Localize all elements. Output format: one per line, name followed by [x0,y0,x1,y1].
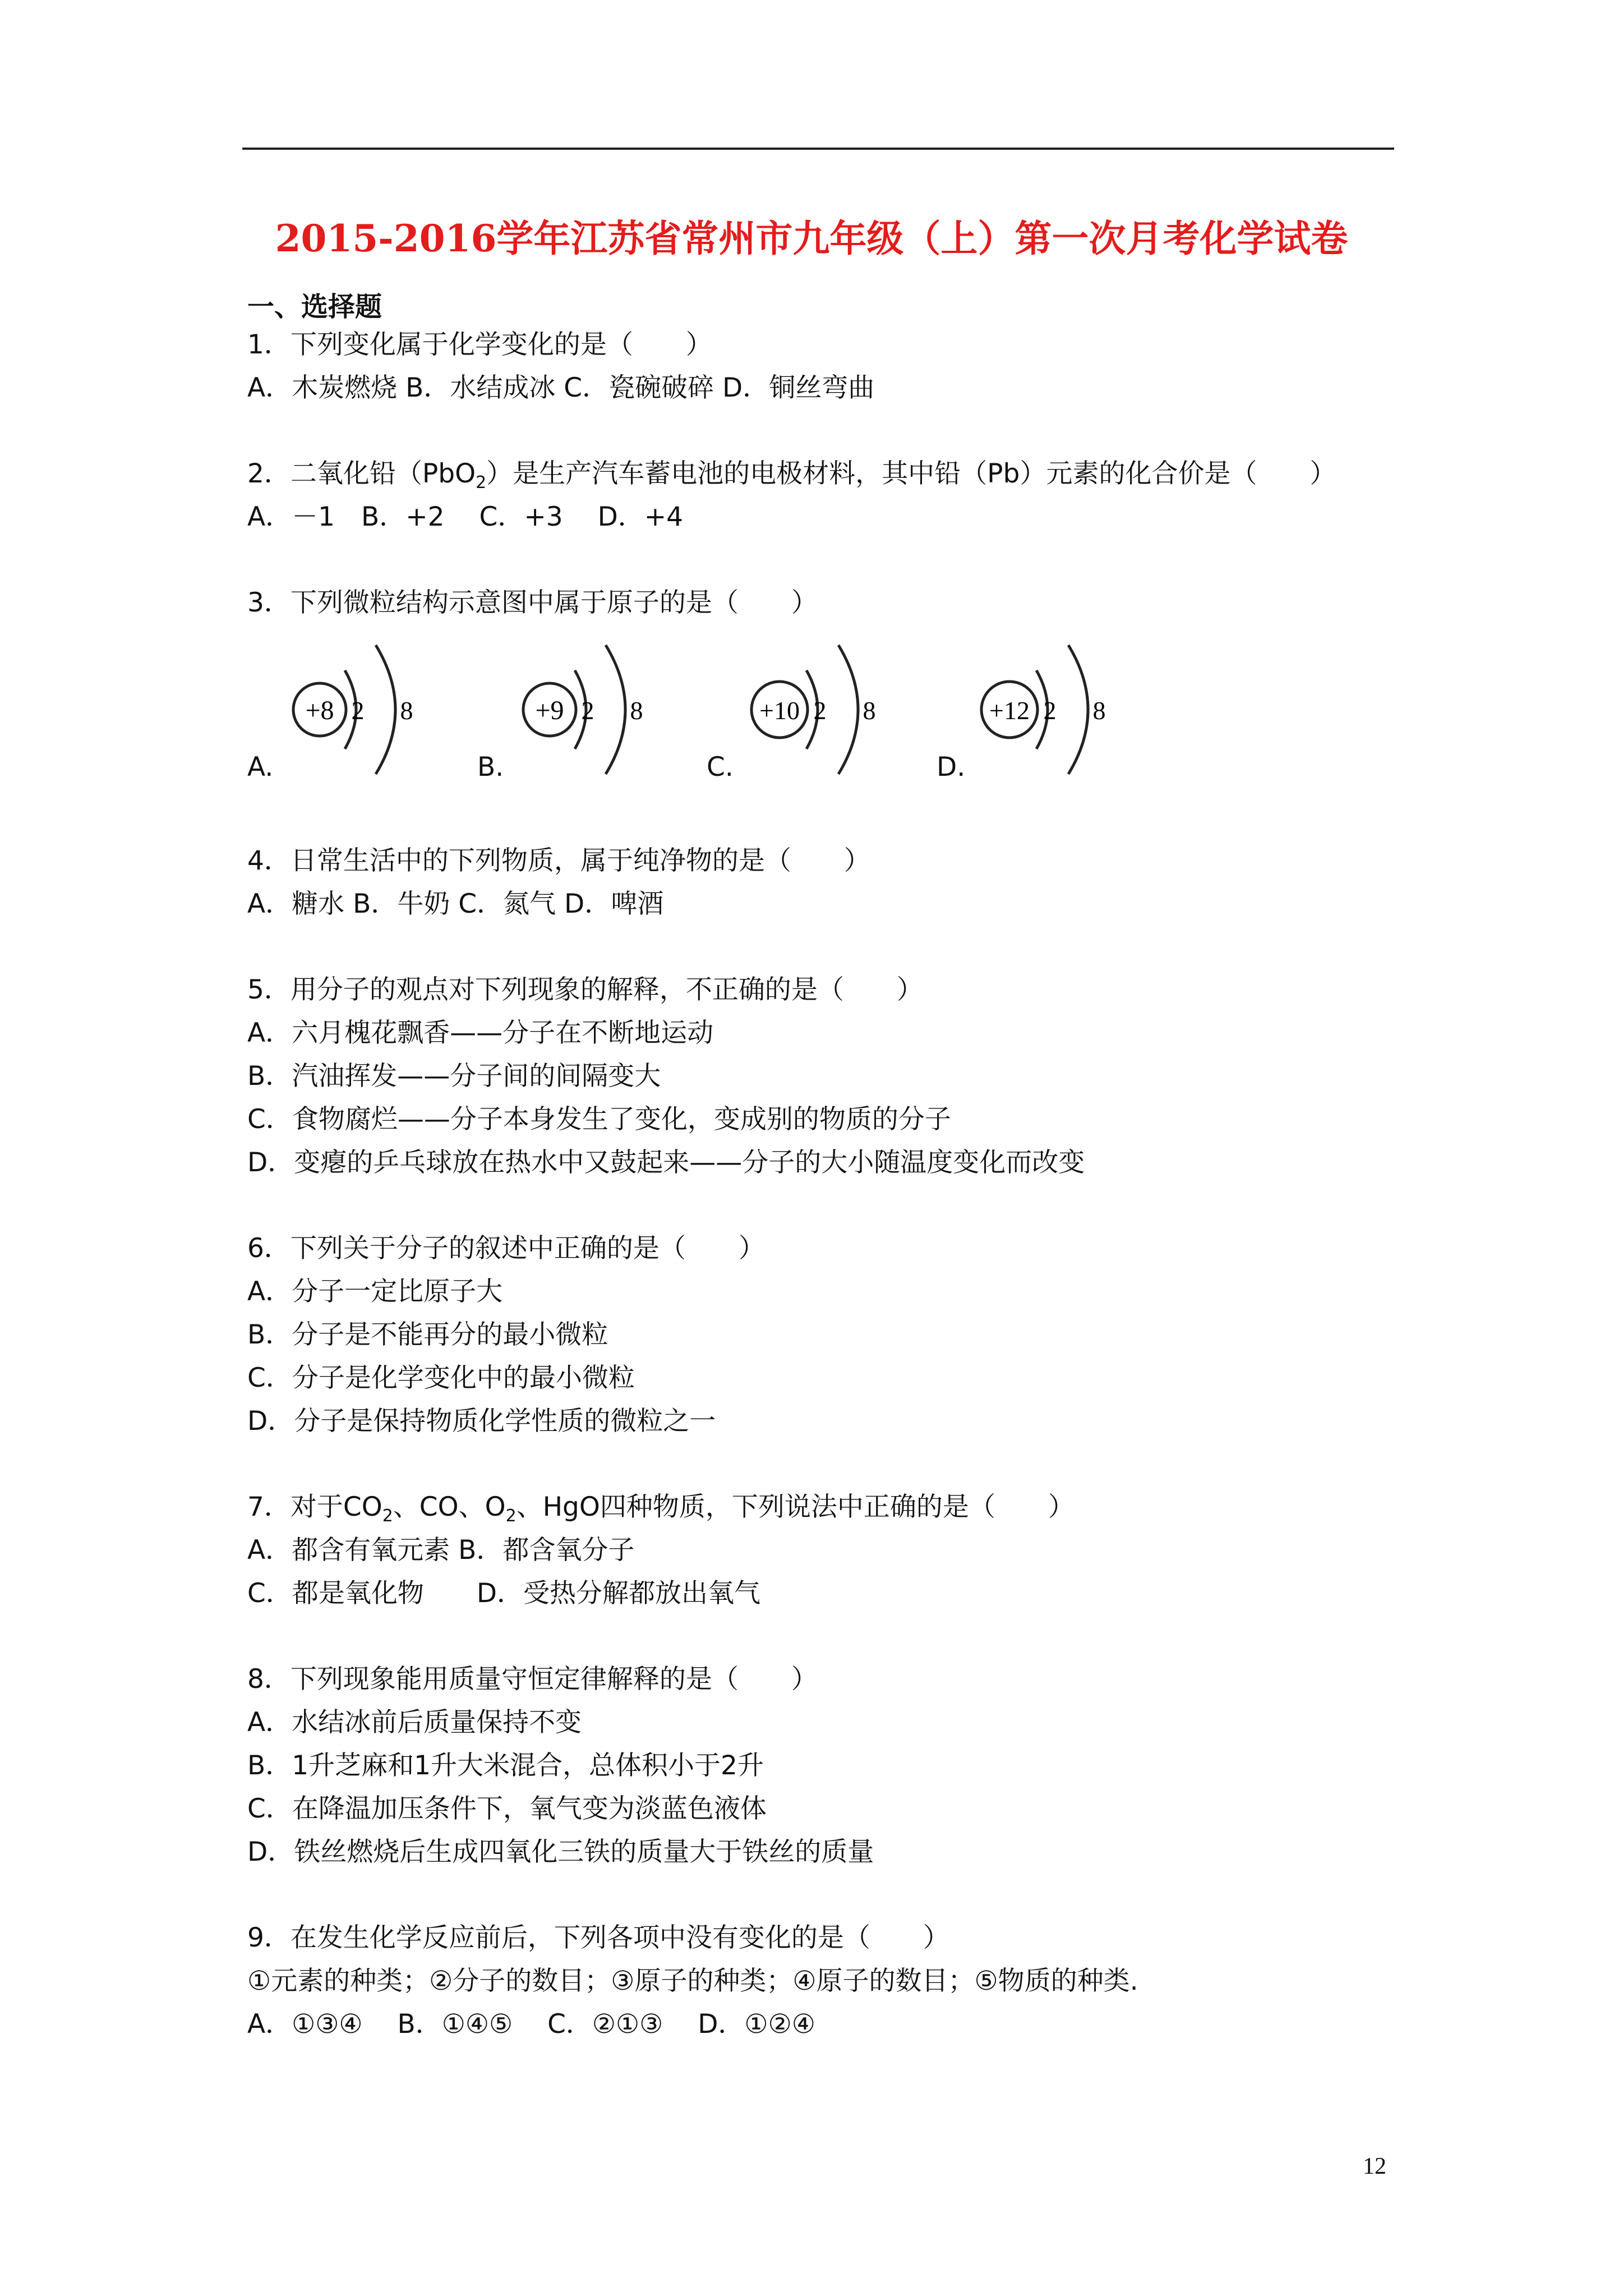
q7-stem: 7．对于$CO_2$、CO、$O_2$、HgO四种物质，下列说法中正确的是（ ） [247,1492,1075,1526]
q6-option-a: A．分子一定比原子大 [247,1276,503,1307]
q5-option-a: A．六月槐花飘香——分子在不断地运动 [247,1018,714,1048]
q6-option-c: C．分子是化学变化中的最小微粒 [247,1363,635,1393]
svg-text:2: 2 [1043,696,1057,725]
q1-options: A．木炭燃烧 B．水结成冰 C．瓷碗破碎 D．铜丝弯曲 [247,372,875,403]
svg-text:2: 2 [351,696,365,725]
nucleus-charge: +8 [305,696,334,725]
q4-options: A．糖水 B．牛奶 C．氮气 D．啤酒 [247,889,664,919]
svg-text:8: 8 [863,696,876,725]
atom-diagram-a [283,634,440,785]
q9-items: ①元素的种类；②分子的数目；③原子的种类；④原子的数目；⑤物质的种类. [247,1966,1138,1996]
q7-options-ab: A．都含有氧元素 B．都含氧分子 [247,1535,635,1566]
q3-stem: 3．下列微粒结构示意图中属于原子的是（ ） [247,587,818,618]
q6-stem: 6．下列关于分子的叙述中正确的是（ ） [247,1233,765,1264]
q9-options: A．①③④ B．①④⑤ C．②①③ D．①②④ [247,2009,815,2040]
q1-stem: 1．下列变化属于化学变化的是（ ） [247,329,712,360]
svg-text:8: 8 [630,696,643,725]
q3-option-b-label: B. [477,752,504,783]
q5-option-b: B．汽油挥发——分子间的间隔变大 [247,1061,661,1092]
svg-text:8: 8 [1092,696,1106,725]
atom-diagram-d [970,634,1133,785]
svg-text:+9: +9 [535,696,564,725]
q5-option-c: C．食物腐烂——分子本身发生了变化，变成别的物质的分子 [247,1104,951,1135]
q4-stem: 4．日常生活中的下列物质，属于纯净物的是（ ） [247,845,870,876]
q5-stem: 5．用分子的观点对下列现象的解释，不正确的是（ ） [247,974,923,1005]
page-number: 12 [1363,2154,1386,2179]
q8-option-b: B．1升芝麻和1升大米混合，总体积小于2升 [247,1750,764,1781]
svg-text:2: 2 [813,696,827,725]
svg-text:8: 8 [400,696,413,725]
section-heading: 一、选择题 [247,291,382,323]
q5-option-d: D．变瘪的乒乓球放在热水中又鼓起来——分子的大小随温度变化而改变 [247,1147,1085,1178]
q8-stem: 8．下列现象能用质量守恒定律解释的是（ ） [247,1664,818,1695]
q3-option-a-label: A. [247,752,274,783]
exam-title: 2015-2016学年江苏省常州市九年级（上）第一次月考化学试卷 [275,217,1348,260]
q9-stem: 9．在发生化学反应前后，下列各项中没有变化的是（ ） [247,1922,949,1953]
q6-option-b: B．分子是不能再分的最小微粒 [247,1319,608,1350]
q8-option-c: C．在降温加压条件下，氧气变为淡蓝色液体 [247,1793,767,1824]
svg-text:+10: +10 [759,696,800,725]
q8-option-a: A．水结冰前后质量保持不变 [247,1707,582,1738]
q2-stem: 2．二氧化铅（PbO$_2$）是生产汽车蓄电池的电极材料，其中铅（Pb）元素的化合价是（ ） [247,458,1336,493]
q3-option-c-label: C. [707,752,734,783]
q2-options: A．－1 B．+2 C．+3 D．+4 [247,501,684,532]
q6-option-d: D．分子是保持物质化学性质的微粒之一 [247,1406,716,1437]
q3-option-d-label: D. [937,752,966,783]
q8-option-d: D．铁丝燃烧后生成四氧化三铁的质量大于铁丝的质量 [247,1837,874,1867]
svg-text:2: 2 [581,696,594,725]
atom-diagram-b [513,634,670,785]
atom-diagram-c [740,634,903,785]
q7-options-cd: C．都是氧化物 D．受热分解都放出氧气 [247,1578,761,1609]
header-rule [242,148,1394,150]
svg-text:+12: +12 [989,696,1030,725]
